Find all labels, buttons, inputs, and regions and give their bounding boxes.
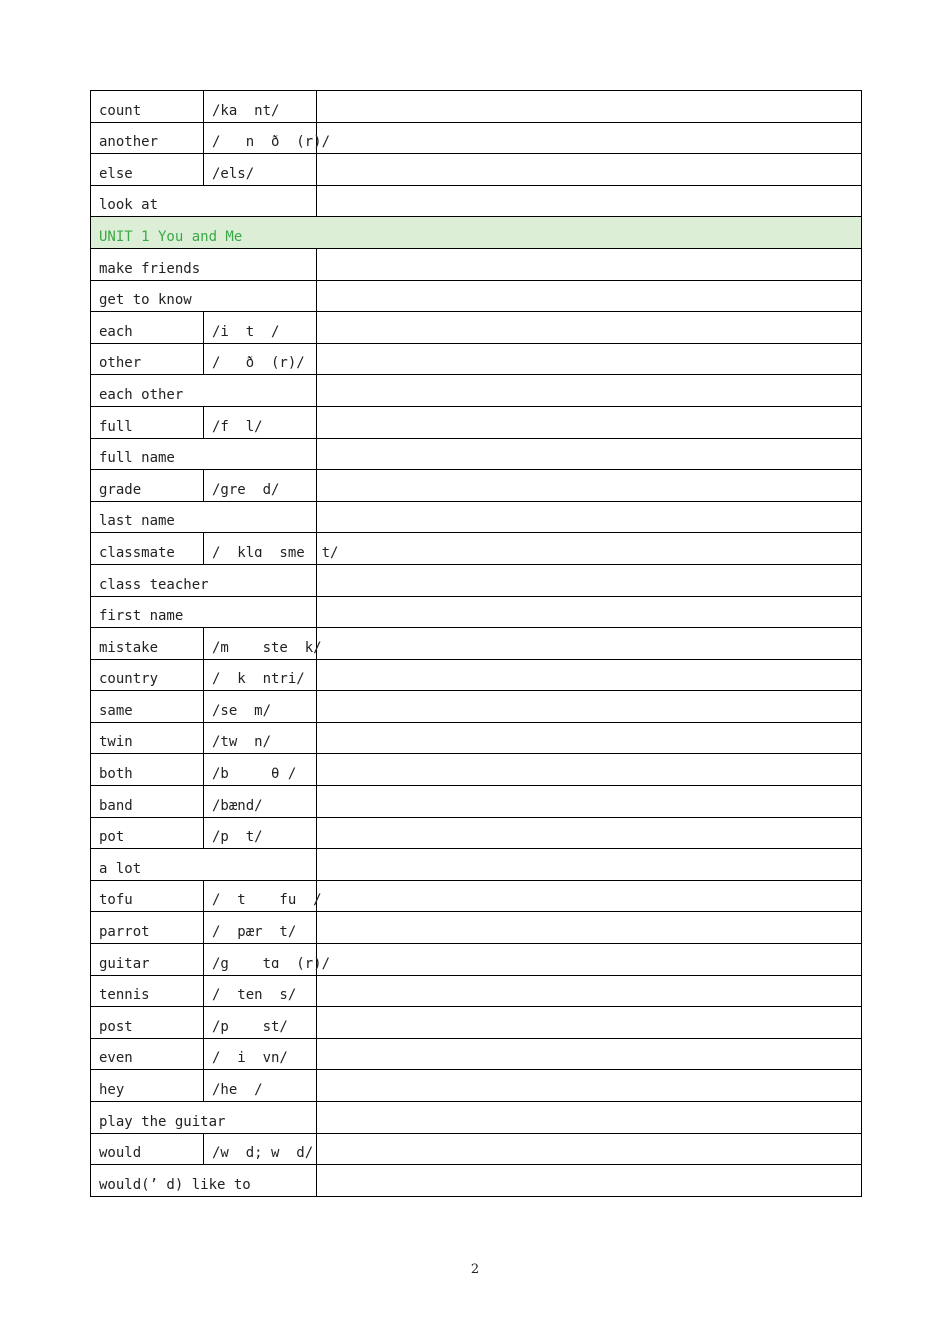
phonetic-cell [204,122,331,154]
word-cell: each [91,312,204,344]
word-row [91,944,862,976]
word-cell: would [91,1133,204,1165]
phrase-row [91,1165,862,1197]
note-cell [317,691,862,723]
page-number: 2 [470,1262,480,1277]
note-cell [317,849,862,881]
phonetic-cell [204,786,317,818]
phrase-cell: class teacher [91,564,317,596]
note-cell [317,185,862,217]
phonetic-cell [204,1038,317,1070]
phonetic-text: /g tɑ (r)/ [212,955,331,972]
word-row [91,912,862,944]
word-row [91,786,862,818]
word-cell: both [91,754,204,786]
word-cell: band [91,786,204,818]
word-cell: else [91,154,204,186]
phonetic-text: /els/ [212,165,255,182]
word-row [91,154,862,186]
note-cell [317,375,862,407]
word-row [91,1070,862,1102]
word-row [91,470,862,502]
vocabulary-table-body [91,91,862,1197]
word-cell: count [91,91,204,123]
phrase-row [91,185,862,217]
phrase-cell: play the guitar [91,1102,317,1134]
word-cell: full [91,406,204,438]
note-cell [317,91,862,123]
note-cell [317,406,862,438]
note-cell [317,786,862,818]
phrase-row [91,1102,862,1134]
note-cell [317,1165,862,1197]
word-row [91,122,862,154]
phonetic-cell [204,754,317,786]
phonetic-cell [204,659,317,691]
phonetic-text: /p st/ [212,1018,288,1035]
phonetic-cell [204,312,317,344]
note-cell [317,912,862,944]
note-cell [317,1070,862,1102]
word-cell: pot [91,817,204,849]
word-cell: country [91,659,204,691]
note-cell [317,975,862,1007]
word-cell: grade [91,470,204,502]
phonetic-text: /f l/ [212,418,263,435]
phonetic-cell [204,691,317,723]
note-cell [317,501,862,533]
phonetic-text: /b θ / [212,766,297,783]
phonetic-text: / ð (r)/ [212,355,305,372]
phrase-cell: get to know [91,280,317,312]
word-cell: classmate [91,533,204,565]
word-cell: post [91,1007,204,1039]
note-cell [317,280,862,312]
phonetic-cell [204,1007,317,1039]
phrase-row [91,375,862,407]
phonetic-text: /p t/ [212,829,263,846]
word-cell: tofu [91,880,204,912]
word-row [91,880,862,912]
word-row [91,1038,862,1070]
note-cell [317,1102,862,1134]
phonetic-text: /i t / [212,323,280,340]
note-cell [317,1007,862,1039]
note-cell [317,533,862,565]
phrase-cell: a lot [91,849,317,881]
note-cell [317,754,862,786]
phonetic-text: / klɑ sme t/ [212,544,339,561]
phrase-cell: last name [91,501,317,533]
note-cell [317,470,862,502]
phonetic-cell [204,912,317,944]
word-row [91,91,862,123]
phrase-row [91,501,862,533]
phonetic-text: / k ntri/ [212,671,305,688]
word-cell: same [91,691,204,723]
word-cell: twin [91,722,204,754]
unit-heading-row [91,217,862,249]
phonetic-cell [204,944,331,976]
note-cell [317,628,862,660]
note-cell [317,659,862,691]
note-cell [317,343,862,375]
word-row [91,817,862,849]
phonetic-cell [204,975,317,1007]
word-cell: hey [91,1070,204,1102]
phonetic-cell [204,880,322,912]
note-cell [317,722,862,754]
phrase-row [91,564,862,596]
word-cell: another [91,122,204,154]
phonetic-cell [204,628,322,660]
note-cell [317,596,862,628]
phrase-cell: full name [91,438,317,470]
word-cell: guitar [91,944,204,976]
word-cell: other [91,343,204,375]
word-row [91,628,862,660]
phonetic-cell [204,91,317,123]
word-row [91,533,862,565]
phonetic-text: /tw n/ [212,734,272,751]
word-cell: even [91,1038,204,1070]
phonetic-text: / i vn/ [212,1050,288,1067]
word-row [91,312,862,344]
phonetic-cell [204,817,317,849]
phonetic-cell [204,722,317,754]
note-cell [317,817,862,849]
phonetic-text: /m ste k/ [212,639,322,656]
note-cell [317,312,862,344]
phonetic-text: /gre d/ [212,481,280,498]
phrase-row [91,248,862,280]
note-cell [317,154,862,186]
word-row [91,975,862,1007]
phrase-cell: each other [91,375,317,407]
phonetic-text: / n ð (r)/ [212,134,331,151]
note-cell [317,944,862,976]
phonetic-text: /he / [212,1082,263,1098]
word-row [91,1133,862,1165]
word-row [91,1007,862,1039]
unit-heading: UNIT 1 You and Me [91,217,862,249]
phrase-cell: make friends [91,248,317,280]
phonetic-text: /w d; w d/ [212,1145,314,1162]
word-cell: tennis [91,975,204,1007]
phonetic-text: / pær t/ [212,924,297,941]
word-cell: parrot [91,912,204,944]
note-cell [317,1038,862,1070]
phrase-row [91,596,862,628]
word-row [91,343,862,375]
note-cell [317,880,862,912]
phonetic-cell [204,1070,317,1102]
phrase-row [91,438,862,470]
word-row [91,406,862,438]
note-cell [317,122,862,154]
note-cell [317,564,862,596]
vocabulary-table [90,90,862,1197]
phonetic-cell [204,470,317,502]
word-row [91,691,862,723]
phrase-row [91,849,862,881]
phonetic-cell [204,154,317,186]
phonetic-text: /se m/ [212,702,272,719]
note-cell [317,248,862,280]
phonetic-text: / t fu / [212,892,322,909]
phrase-cell: look at [91,185,317,217]
note-cell [317,1133,862,1165]
note-cell [317,438,862,470]
phonetic-text: /bænd/ [212,797,263,814]
word-row [91,659,862,691]
phrase-row [91,280,862,312]
phonetic-cell [204,533,339,565]
word-row [91,722,862,754]
word-cell: mistake [91,628,204,660]
phrase-cell: would(’ d) like to [91,1165,317,1197]
phonetic-cell [204,1133,317,1165]
phrase-cell: first name [91,596,317,628]
phonetic-cell [204,343,317,375]
phonetic-text: /ka nt/ [212,102,280,119]
phonetic-text: / ten s/ [212,987,297,1004]
word-row [91,754,862,786]
phonetic-cell [204,406,317,438]
